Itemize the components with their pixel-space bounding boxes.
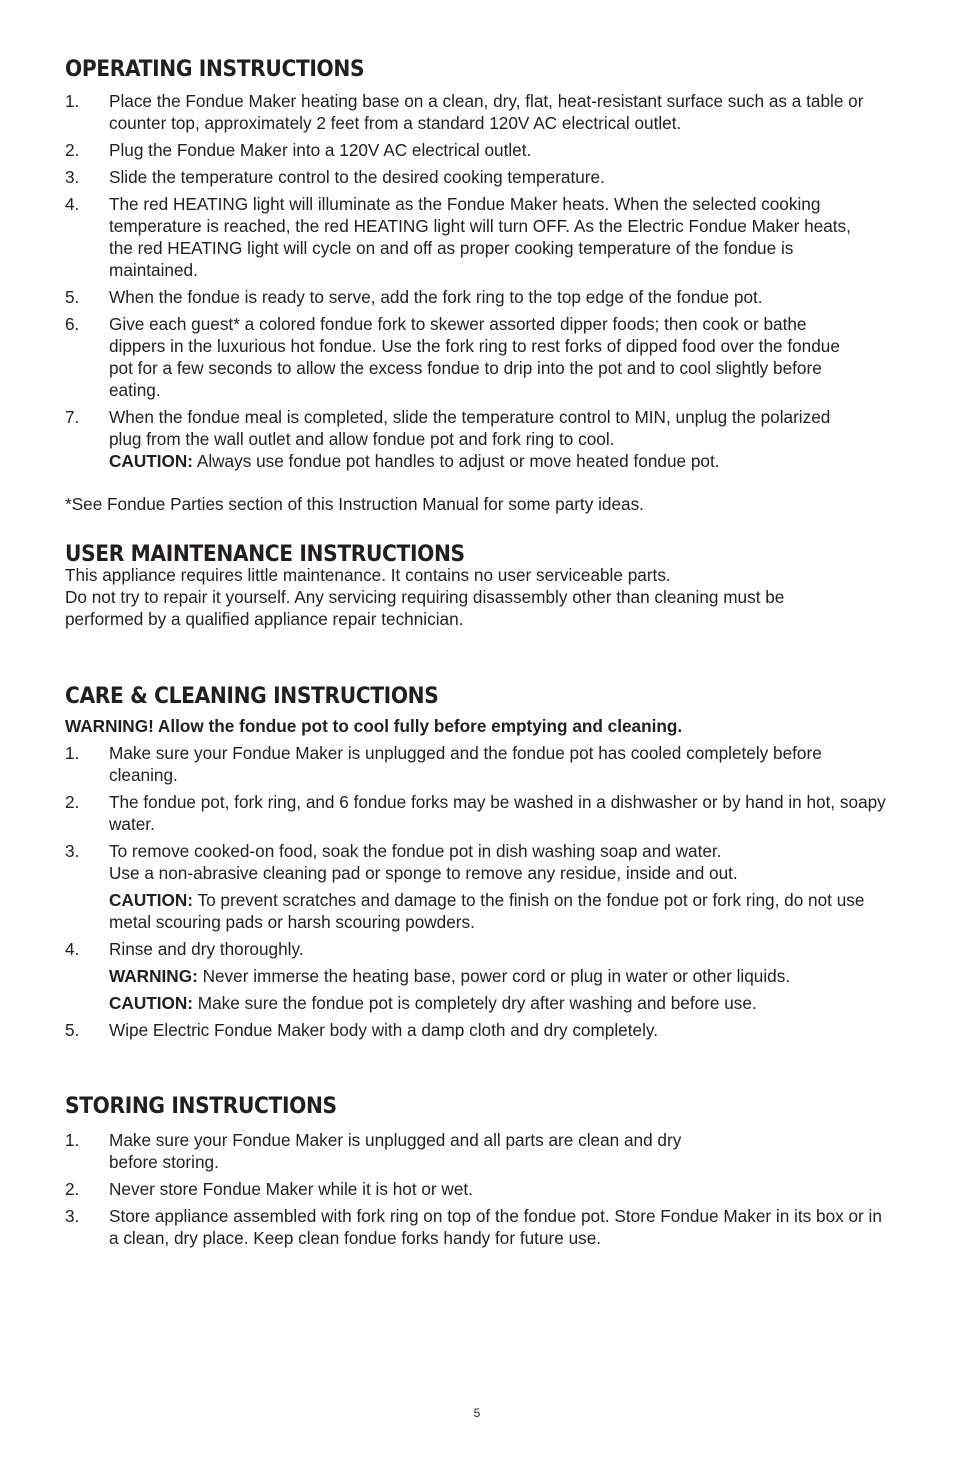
- operating-section: [65, 56, 895, 515]
- storing-list: [65, 1129, 895, 1249]
- maintenance-line-2: Do not try to repair it yourself. Any servicing requiring disassembly other than cleaning must be performed by a qualified appliance repair technician.: [65, 587, 785, 629]
- list-item: 4. Rinse and dry thoroughly. WARNING: Never immerse the heating base, power cord or plug in water or other liquids. CAUTION: Make sure the fondue pot is completely dry after washing and before use.: [65, 939, 791, 1013]
- list-item: 6. Give each guest* a colored fondue fork to skewer assorted dipper foods; then cook or bathe dippers in the luxurious hot fondue. Use the fork ring to rest forks of dipped food over the fondue pot for a few seconds to allow the excess fondue to drip into the pot and to cool slightly before eating.: [65, 314, 840, 400]
- operating-list: [65, 90, 895, 472]
- list-item: 1. Make sure your Fondue Maker is unplugged and the fondue pot has cooled completely before cleaning.: [65, 743, 822, 785]
- caution-label: CAUTION:: [109, 890, 194, 910]
- list-item: 3. To remove cooked-on food, soak the fondue pot in dish washing soap and water. Use a non-abrasive cleaning pad or sponge to remove any residue, inside and out. CAUTION: To prevent scratches and damage to the finish on the fondue pot or fork ring, do not use metal scouring pads or harsh scouring powders.: [65, 841, 865, 932]
- list-item: 4. The red HEATING light will illuminate as the Fondue Maker heats. When the selected cooking temperature is reached, the red HEATING light will turn OFF. As the Electric Fondue Maker heats, the red HEATING light will cycle on and off as proper cooking temperature of the fondue is maintained.: [65, 194, 851, 280]
- list-item: 7. When the fondue meal is completed, slide the temperature control to MIN, unplug the polarized plug from the wall outlet and allow fondue pot and fork ring to cool. CAUTION: Always use fondue pot handles to adjust or move heated fondue pot.: [65, 407, 831, 471]
- warning-label: WARNING:: [109, 966, 198, 986]
- maintenance-line-1: This appliance requires little maintenance. It contains no user serviceable parts.: [65, 565, 671, 585]
- maintenance-section: [65, 541, 895, 630]
- caution-label: CAUTION:: [109, 451, 194, 471]
- footnote: *See Fondue Parties section of this Instruction Manual for some party ideas.: [65, 494, 644, 514]
- list-item: 2. Plug the Fondue Maker into a 120V AC electrical outlet.: [65, 140, 532, 160]
- operating-heading: OPERATING INSTRUCTIONS: [65, 57, 365, 82]
- list-item: 2. Never store Fondue Maker while it is hot or wet.: [65, 1179, 473, 1199]
- list-item: 1. Place the Fondue Maker heating base on a clean, dry, flat, heat-resistant surface such as a table or counter top, approximately 2 feet from a standard 120V AC electrical outlet.: [65, 91, 864, 133]
- page-number: 5: [473, 1406, 481, 1420]
- list-item: 5. Wipe Electric Fondue Maker body with a damp cloth and dry completely.: [65, 1020, 658, 1040]
- manual-page: [65, 56, 895, 1254]
- caution-label: CAUTION:: [109, 993, 194, 1013]
- care-heading: CARE & CLEANING INSTRUCTIONS: [65, 684, 439, 709]
- care-section: [65, 683, 895, 1041]
- list-item: 3. Slide the temperature control to the desired cooking temperature.: [65, 167, 605, 187]
- care-warning: WARNING! Allow the fondue pot to cool fully before emptying and cleaning.: [65, 716, 683, 736]
- list-item: 5. When the fondue is ready to serve, add the fork ring to the top edge of the fondue pot.: [65, 287, 763, 307]
- maintenance-heading: USER MAINTENANCE INSTRUCTIONS: [65, 542, 465, 567]
- storing-section: [65, 1093, 895, 1249]
- list-item: 1. Make sure your Fondue Maker is unplugged and all parts are clean and dry before storing.: [65, 1130, 682, 1172]
- list-item: 3. Store appliance assembled with fork ring on top of the fondue pot. Store Fondue Maker in its box or in a clean, dry place. Keep clean fondue forks handy for future use.: [65, 1206, 882, 1248]
- care-list: [65, 742, 895, 1041]
- storing-heading: STORING INSTRUCTIONS: [65, 1094, 337, 1119]
- list-item: 2. The fondue pot, fork ring, and 6 fondue forks may be washed in a dishwasher or by hand in hot, soapy water.: [65, 792, 886, 834]
